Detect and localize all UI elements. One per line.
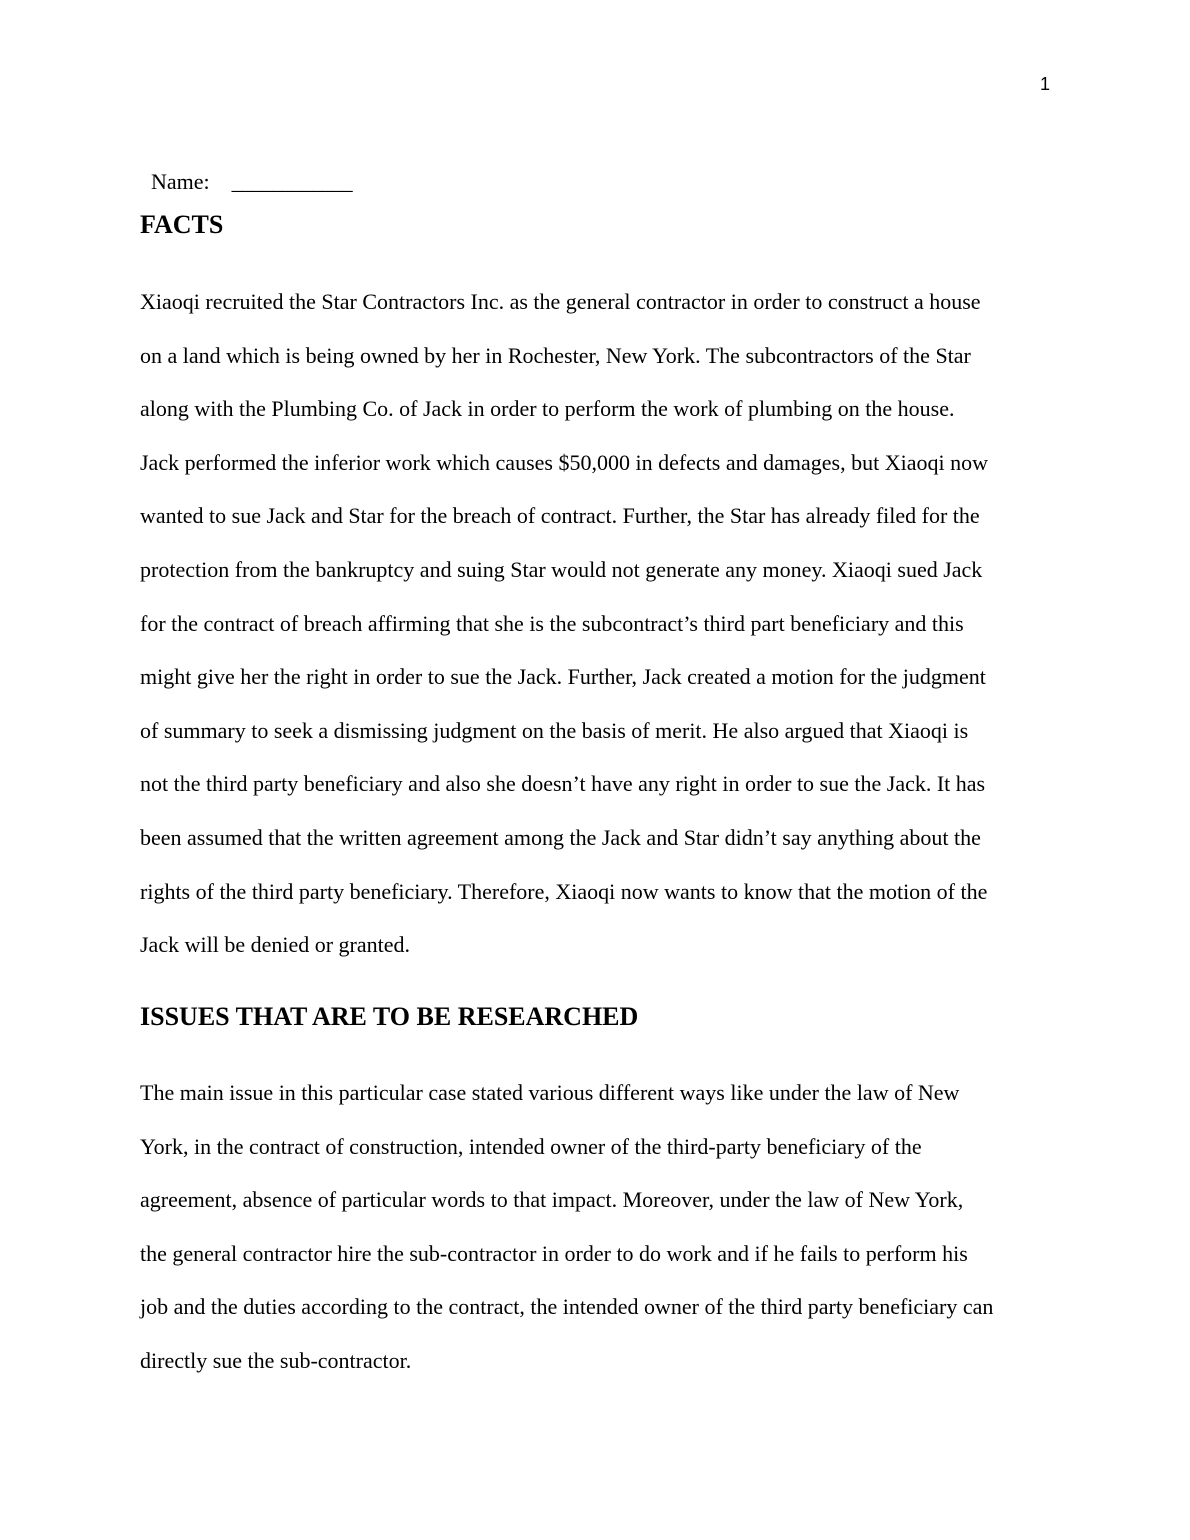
name-field	[140, 140, 352, 196]
paragraph-line: Jack will be denied or granted.	[140, 932, 411, 958]
paragraph-line: for the contract of breach affirming that she is the subcontract’s third part beneficiary and this	[140, 610, 964, 636]
paragraph-line: York, in the contract of construction, intended owner of the third-party beneficiary of the	[140, 1133, 922, 1159]
paragraph-line: been assumed that the written agreement among the Jack and Star didn’t say anything about the	[140, 824, 981, 850]
paragraph-line: protection from the bankruptcy and suing Star would not generate any money. Xiaoqi sued Jack	[140, 556, 983, 582]
paragraph-line: the general contractor hire the sub-contractor in order to do work and if he fails to perform his	[140, 1240, 968, 1266]
facts-heading: FACTS	[140, 210, 224, 239]
paragraph-line: not the third party beneficiary and also she doesn’t have any right in order to sue the Jack. It has	[140, 771, 986, 797]
paragraph-line: agreement, absence of particular words to that impact. Moreover, under the law of New York,	[140, 1187, 964, 1213]
paragraph-line: Jack performed the inferior work which causes $50,000 in defects and damages, but Xiaoqi now	[140, 449, 988, 475]
paragraph-line: on a land which is being owned by her in Rochester, New York. The subcontractors of the Star	[140, 342, 971, 368]
issues-heading: ISSUES THAT ARE TO BE RESEARCHED	[140, 1002, 639, 1031]
paragraph-line: rights of the third party beneficiary. Therefore, Xiaoqi now wants to know that the motion of the	[140, 878, 988, 904]
page-number: 1	[1040, 74, 1051, 94]
paragraph-line: of summary to seek a dismissing judgment on the basis of merit. He also argued that Xiaoqi is	[140, 717, 969, 743]
facts-paragraph	[140, 287, 1060, 984]
paragraph-line: Xiaoqi recruited the Star Contractors Inc. as the general contractor in order to construct a house	[140, 289, 981, 314]
paragraph-line: The main issue in this particular case stated various different ways like under the law of New	[140, 1080, 960, 1105]
paragraph-line: might give her the right in order to sue the Jack. Further, Jack created a motion for the judgment	[140, 664, 986, 690]
name-blank-line: ____________	[231, 169, 352, 194]
issues-paragraph	[140, 1078, 1060, 1400]
paragraph-line: job and the duties according to the contract, the intended owner of the third party beneficiary can	[140, 1294, 994, 1320]
paragraph-line: directly sue the sub-contractor.	[140, 1347, 412, 1373]
name-label: Name:	[151, 169, 210, 194]
paragraph-line: wanted to sue Jack and Star for the breach of contract. Further, the Star has already filed for the	[140, 503, 980, 529]
paragraph-line: along with the Plumbing Co. of Jack in order to perform the work of plumbing on the house.	[140, 396, 955, 422]
